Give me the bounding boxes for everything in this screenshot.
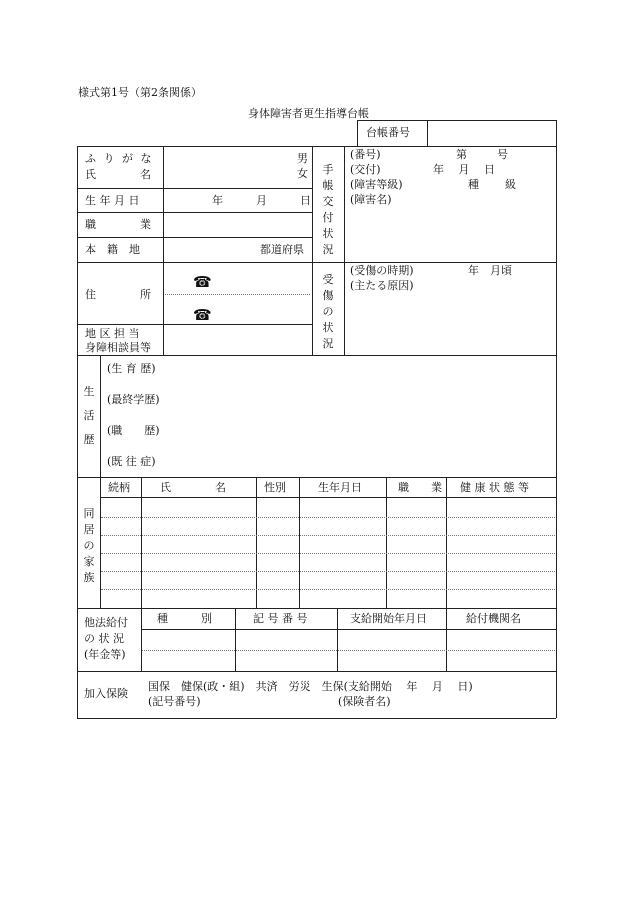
ledger-number-label: 台帳番号: [366, 126, 410, 139]
family-col-health: 健 康 状 態 等: [460, 481, 529, 494]
dob-format: 年 月 日: [212, 194, 311, 207]
family-col-dob: 生年月日: [318, 481, 362, 494]
life-history-education: (最終学歴): [107, 393, 160, 406]
benefits-label-2: の 状 況: [84, 632, 124, 645]
benefits-col-agency: 給付機関名: [466, 612, 521, 625]
occupation-label: 職 業: [85, 218, 151, 231]
page-title: 身体障害者更生指導台帳: [248, 107, 369, 120]
life-history-medical: (既 往 症): [107, 455, 156, 468]
insurance-symbol-number-label: (記号番号): [148, 695, 201, 708]
insurer-name-label: (保険者名): [338, 695, 391, 708]
life-history-upbringing: (生 育 歴): [107, 362, 156, 375]
benefits-col-start: 支給開始年月日: [350, 612, 427, 625]
injury-cause-label: (主たる原因): [350, 279, 414, 292]
telephone-icon: ☎: [193, 306, 212, 324]
techo-dai: 第: [456, 148, 467, 161]
furigana-label: ふ り が な: [85, 152, 154, 165]
male-option[interactable]: 男: [297, 152, 308, 165]
benefits-label-1: 他法給付: [84, 616, 128, 629]
benefits-col-type: 種 別: [157, 612, 212, 625]
district-officer-label-2: 身障相談員等: [85, 341, 151, 354]
injury-vertical-label: 受 傷 の 状 況: [322, 273, 334, 350]
name-label: 氏 名: [85, 168, 151, 181]
family-col-sex: 性別: [264, 481, 286, 494]
dob-label: 生 年 月 日: [85, 194, 140, 207]
family-col-relation: 続柄: [108, 481, 130, 494]
techo-issued-date: 年 月 日: [433, 163, 495, 176]
telephone-icon: ☎: [193, 273, 212, 291]
life-history-work: (職 歴): [107, 424, 160, 437]
prefecture-label: 都道府県: [260, 243, 304, 256]
injury-time-label: (受傷の時期): [350, 264, 414, 277]
district-officer-label-1: 地 区 担 当: [85, 327, 140, 340]
insurance-types: 国保 健保(政・組) 共済 労災 生保(支給開始 年 月 日): [148, 680, 473, 693]
techo-issued-label: (交付): [350, 163, 381, 176]
techo-kyu: 級: [505, 178, 516, 191]
benefits-col-number: 記 号 番 号: [253, 612, 308, 625]
honseki-label: 本 籍 地: [85, 243, 140, 256]
family-col-occupation: 職 業: [398, 481, 442, 494]
techo-shu: 種: [468, 178, 479, 191]
injury-time-format: 年 月頃: [468, 264, 512, 277]
techo-disability-name-label: (障害名): [350, 193, 392, 206]
family-vertical-label: 同 居 の 家 族: [83, 507, 95, 584]
techo-vertical-label: 手 帳 交 付 状 況: [322, 163, 334, 256]
life-history-vertical-label: 生 活 歴: [83, 385, 95, 446]
benefits-label-3: (年金等): [84, 648, 126, 661]
techo-grade-label: (障害等級): [350, 178, 403, 191]
family-col-name: 氏 名: [160, 481, 226, 494]
techo-number-label: (番号): [350, 148, 381, 161]
address-label: 住 所: [85, 288, 151, 301]
female-option[interactable]: 女: [297, 167, 308, 180]
insurance-label: 加入保険: [84, 687, 128, 700]
techo-go: 号: [497, 148, 508, 161]
form-number-label: 様式第1号（第2条関係）: [78, 86, 202, 99]
